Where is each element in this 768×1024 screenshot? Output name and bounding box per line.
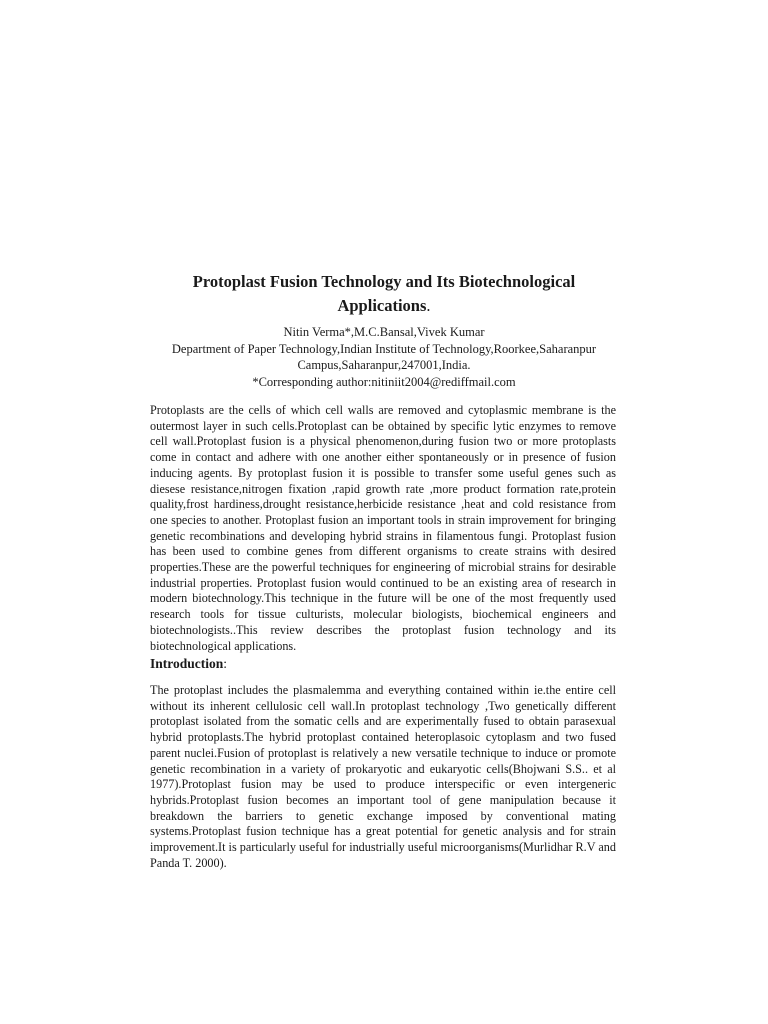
title-period: . <box>426 296 431 315</box>
corresponding-author: *Corresponding author:nitiniit2004@rediffmail.com <box>252 374 516 389</box>
paper-title <box>140 270 628 318</box>
author-names: Nitin Verma*,M.C.Bansal,Vivek Kumar <box>283 325 485 339</box>
title-line-1: Protoplast Fusion Technology and Its Biotechnological <box>192 272 576 291</box>
title-line-2-text: Applications <box>337 296 427 315</box>
affiliation-line-1: Department of Paper Technology,Indian Institute of Technology,Roorkee,Saharanpur <box>171 341 597 356</box>
introduction-paragraph: The protoplast includes the plasmalemma and everything contained within ie.the entire cell without its inherent cellulosic cell wall.In protoplast technology ,Two genetically different protoplast isolated from the somatic cells and are experimentally fused to obtain parasexual hybrid protoplasts.The hybrid protoplast contained heteroplasoic cytoplasm and two fused parent nuclei.Fusion of protoplast is relatively a new versatile technique to induce or promote genetic recombination in a variety of prokaryotic and eukaryotic cells(Bhojwani S.S.. et al 1977).Protoplast fusion may be used to produce interspecific or even intergeneric hybrids.Protoplast fusion becomes an important tool of gene manipulation because it breakdown the barriers to genetic exchange imposed by conventional mating systems.Protoplast fusion technique has a great potential for genetic analysis and for strain improvement.It is particularly useful for industrially useful microorganisms(Murlidhar R.V and Panda T. 2000). <box>150 683 616 870</box>
introduction-heading-text: Introduction <box>150 656 224 671</box>
author-block <box>140 324 628 390</box>
title-block <box>140 270 628 390</box>
title-line-2 <box>140 294 628 318</box>
introduction-heading-colon: : <box>223 656 228 671</box>
introduction-heading <box>150 656 227 672</box>
affiliation-line-2: Campus,Saharanpur,247001,India. <box>297 358 471 372</box>
abstract-paragraph: Protoplasts are the cells of which cell walls are removed and cytoplasmic membrane is the outermost layer in such cells.Protoplast can be obtained by specific lytic enzymes to remove cell wall.Protoplast fusion is a physical phenomenon,during fusion two or more protoplasts come in contact and adhere with one another either spontaneously or in presence of fusion inducing agents. By protoplast fusion it is possible to transfer some useful genes such as diesese resistance,nitrogen fixation ,rapid growth rate ,more product formation rate,protein quality,frost hardiness,drought resistance,herbicide resistance ,heat and cold resistance from one species to another. Protoplast fusion an important tools in strain improvement for bringing genetic recombinations and developing hybrid strains in filamentous fungi. Protoplast fusion has been used to combine genes from different organisms to create strains with desired properties.These are the powerful techniques for engineering of microbial strains for desirable industrial properties. Protoplast fusion would continued to be an existing area of research in modern biotechnology.This technique in the future will be one of the most frequently used research tools for tissue culturists, molecular biologists, biochemical engineers and biotechnologists..This review describes the protoplast fusion technology and its biotechnological applications. <box>150 403 616 653</box>
